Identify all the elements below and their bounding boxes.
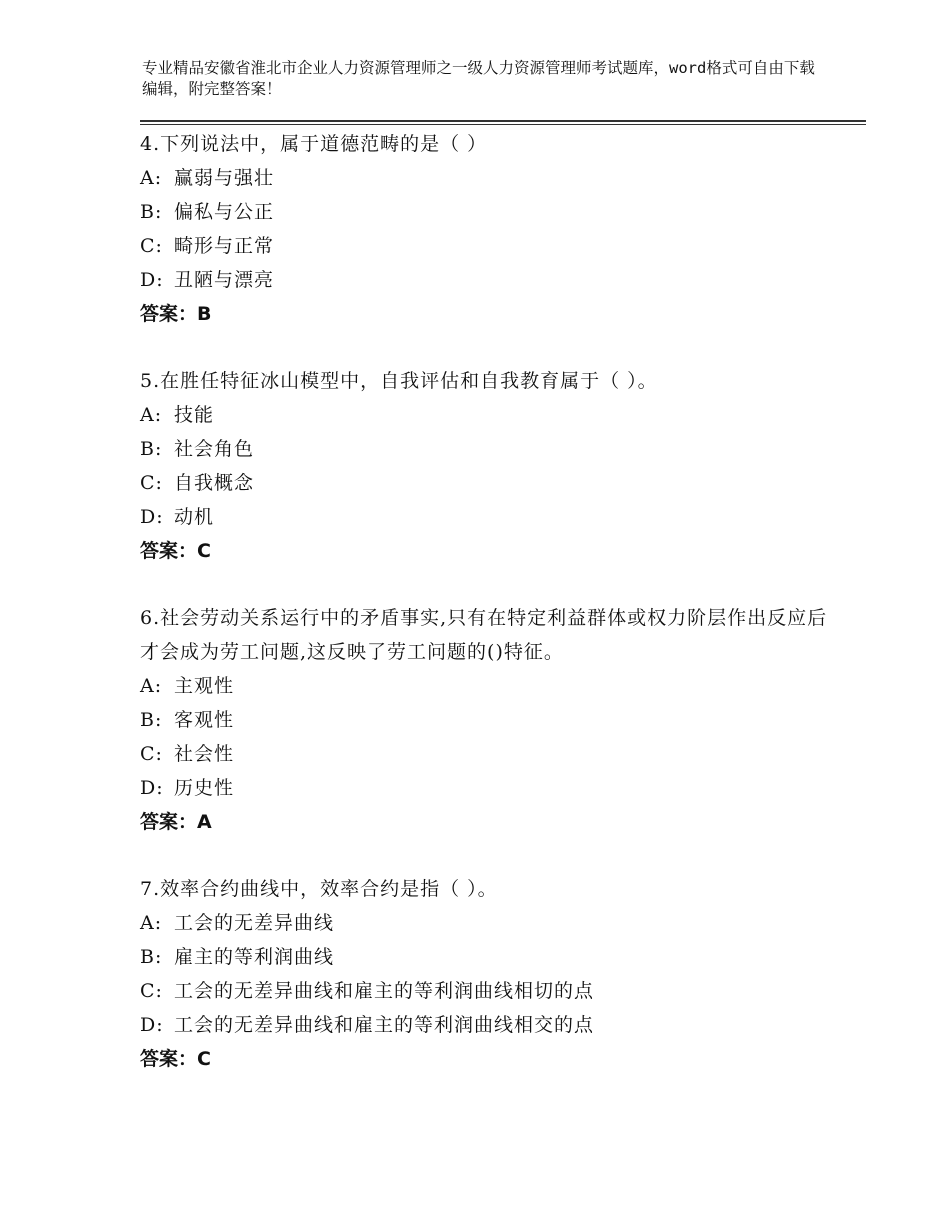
option-a <box>140 669 830 703</box>
option-key: D: <box>140 1014 164 1036</box>
option-text: 主观性 <box>174 675 235 697</box>
option-key: C: <box>140 472 163 494</box>
option-text: 偏私与公正 <box>174 201 275 223</box>
option-d <box>140 500 830 534</box>
answer-label: 答案：A <box>140 811 212 833</box>
option-text: 工会的无差异曲线和雇主的等利润曲线相切的点 <box>174 980 595 1002</box>
option-text: 技能 <box>174 404 215 426</box>
question-stem: 4.下列说法中，属于道德范畴的是（ ） <box>140 133 488 155</box>
option-text: 社会角色 <box>174 438 255 460</box>
option-key: B: <box>140 709 163 731</box>
option-key: A: <box>140 675 163 697</box>
option-text: 历史性 <box>174 777 235 799</box>
question-stem: 5.在胜任特征冰山模型中，自我评估和自我教育属于（ ）。 <box>140 370 658 392</box>
option-key: D: <box>140 269 164 291</box>
option-a <box>140 906 830 940</box>
option-text: 丑陋与漂亮 <box>174 269 275 291</box>
option-key: A: <box>140 912 163 934</box>
option-key: D: <box>140 777 164 799</box>
option-c <box>140 229 830 263</box>
question-6 <box>140 601 830 839</box>
option-text: 工会的无差异曲线 <box>174 912 335 934</box>
option-a <box>140 161 830 195</box>
option-b <box>140 432 830 466</box>
answer-label: 答案：B <box>140 303 212 325</box>
option-text: 雇主的等利润曲线 <box>174 946 335 968</box>
header-divider-thin <box>140 124 866 125</box>
option-key: B: <box>140 201 163 223</box>
option-key: D: <box>140 506 164 528</box>
option-b <box>140 195 830 229</box>
question-stem: 7.效率合约曲线中，效率合约是指（ ）。 <box>140 878 498 900</box>
option-key: C: <box>140 980 163 1002</box>
option-key: A: <box>140 167 163 189</box>
option-d <box>140 263 830 297</box>
question-7 <box>140 872 830 1076</box>
option-key: B: <box>140 438 163 460</box>
option-text: 动机 <box>174 506 215 528</box>
option-text: 客观性 <box>174 709 235 731</box>
option-b <box>140 940 830 974</box>
answer-label: 答案：C <box>140 540 211 562</box>
question-stem: 6.社会劳动关系运行中的矛盾事实,只有在特定利益群体或权力阶层作出反应后才会成为劳工问题,这反映了劳工问题的()特征。 <box>140 607 828 663</box>
option-d <box>140 771 830 805</box>
option-text: 畸形与正常 <box>174 235 275 257</box>
option-key: C: <box>140 235 163 257</box>
option-c <box>140 737 830 771</box>
option-key: B: <box>140 946 163 968</box>
option-key: A: <box>140 404 163 426</box>
option-b <box>140 703 830 737</box>
option-d <box>140 1008 830 1042</box>
option-text: 自我概念 <box>174 472 255 494</box>
question-5 <box>140 364 830 568</box>
question-list <box>140 127 830 1109</box>
option-text: 赢弱与强壮 <box>174 167 275 189</box>
option-c <box>140 974 830 1008</box>
option-text: 工会的无差异曲线和雇主的等利润曲线相交的点 <box>174 1014 595 1036</box>
answer-label: 答案：C <box>140 1048 211 1070</box>
question-4 <box>140 127 830 331</box>
header-divider-thick <box>140 120 866 122</box>
document-header: 专业精品安徽省淮北市企业人力资源管理师之一级人力资源管理师考试题库，word格式可自由下载编辑，附完整答案！ <box>142 59 815 98</box>
option-a <box>140 398 830 432</box>
option-c <box>140 466 830 500</box>
option-key: C: <box>140 743 163 765</box>
option-text: 社会性 <box>174 743 235 765</box>
